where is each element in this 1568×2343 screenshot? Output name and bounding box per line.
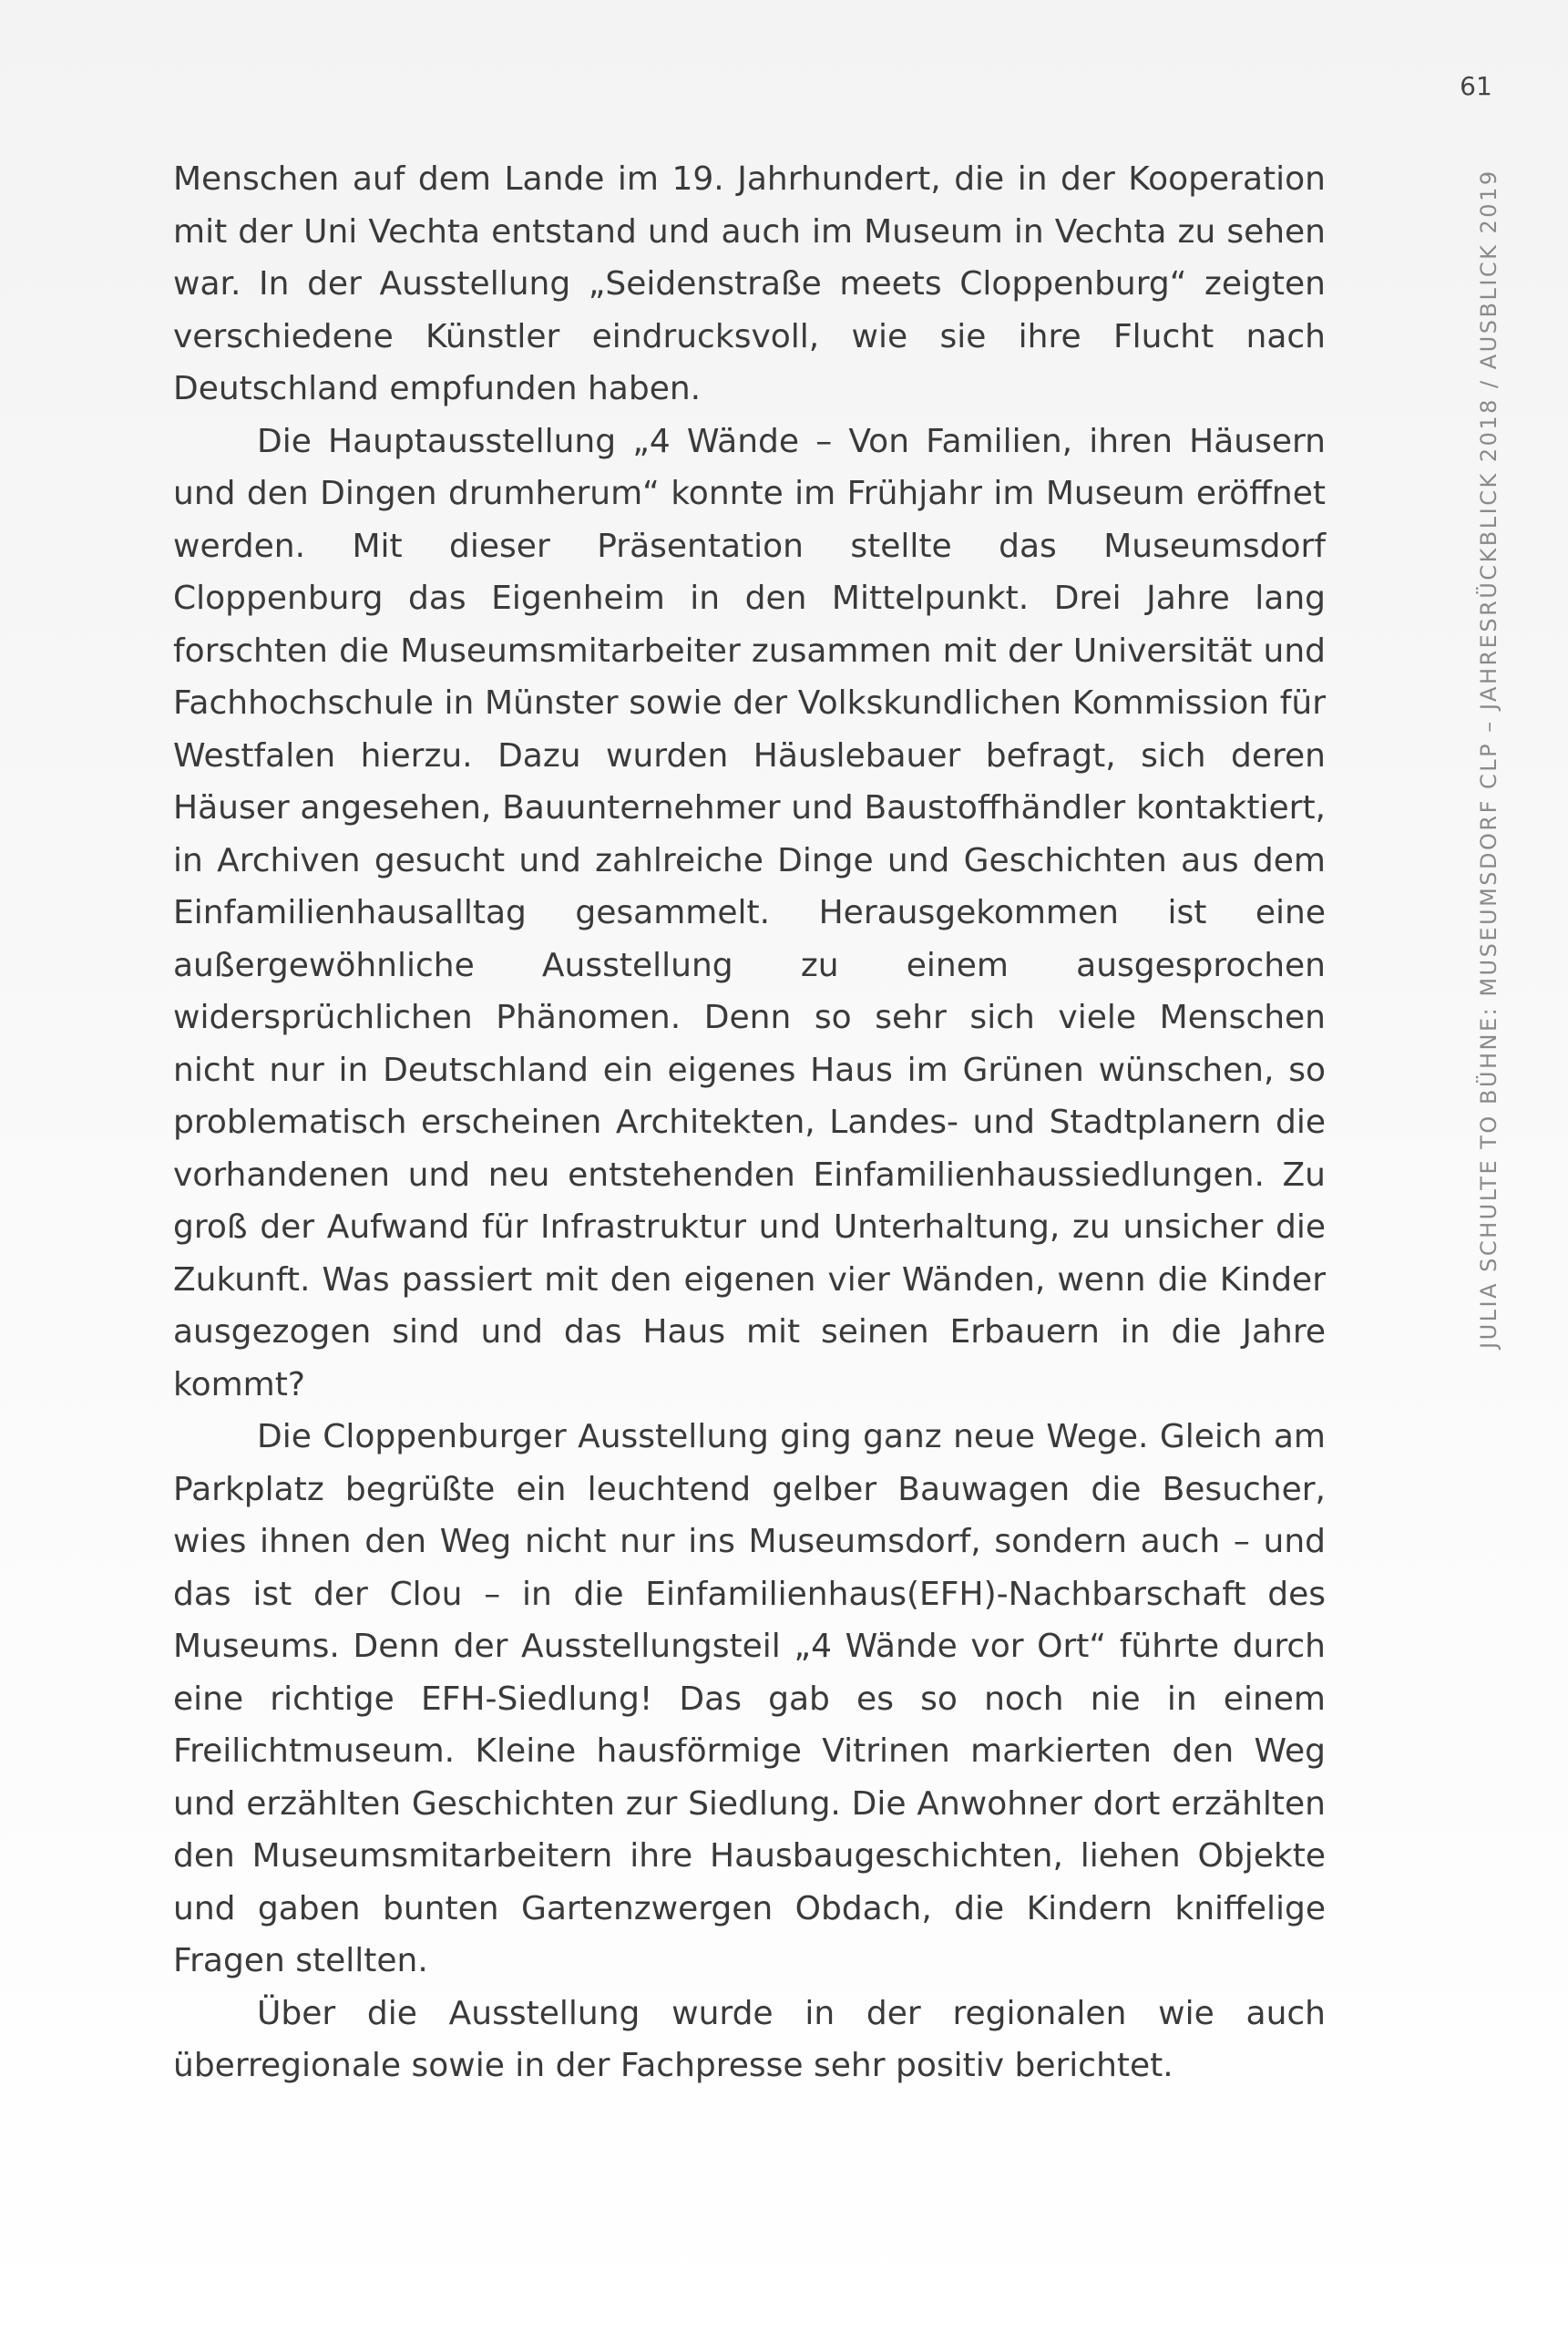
paragraph-3: Die Cloppenburger Ausstellung ging ganz neue Wege. Gleich am Parkplatz begrüßte ein leuchtend gelber Bauwagen die Besucher, wies ihnen den Weg nicht nur ins Museumsdorf, sondern auch – und das ist der Clou – in die Einfamilienhaus(EFH)-Nachbarschaft des Museums. Denn der Ausstellungsteil „4 Wände vor Ort“ führte durch eine richtige EFH-Siedlung! Das gab es so noch nie in einem Freilichtmuseum. Kleine hausförmige Vitrinen markierten den Weg und erzählten Geschichten zur Siedlung. Die Anwohner dort erzählten den Museumsmitarbeitern ihre Hausbaugeschichten, liehen Objekte und gaben bunten Gartenzwergen Obdach, die Kindern kniffelige Fragen stellten. xyxy=(173,1418,1326,1979)
paragraph-2: Die Hauptausstellung „4 Wände – Von Familien, ihren Häusern und den Dingen drumherum“ konnte im Frühjahr im Museum eröffnet werden. Mit dieser Präsentation stellte das Museumsdorf Cloppenburg das Eigenheim in den Mittelpunkt. Drei Jahre lang forschten die Museumsmitarbeiter zusammen mit der Universität und Fachhochschule in Münster sowie der Volkskundlichen Kommission für Westfalen hierzu. Dazu wurden Häuslebauer befragt, sich deren Häuser angesehen, Bauunternehmer und Baustoffhändler kontaktiert, in Archiven gesucht und zahlreiche Dinge und Geschichten aus dem Einfamilienhausalltag gesammelt. Herausgekommen ist eine außergewöhnliche Ausstellung zu einem ausgesprochen widersprüchlichen Phänomen. Denn so sehr sich viele Menschen nicht nur in Deutschland ein eigenes Haus im Grünen wünschen, so problematisch erscheinen Architekten, Landes- und Stadtplanern die vorhandenen und neu entstehenden Einfamilienhaussiedlungen. Zu groß der Aufwand für Infrastruktur und Unterhaltung, zu unsicher die Zukunft. Was passiert mit den eigenen vier Wänden, wenn die Kinder ausgezogen sind und das Haus mit seinen Erbauern in die Jahre kommt? xyxy=(173,422,1326,1403)
paragraph-4: Über die Ausstellung wurde in der regionalen wie auch überregionale sowie in der Fachpresse sehr positiv berichtet. xyxy=(173,1994,1326,2084)
paragraph-1: Menschen auf dem Lande im 19. Jahrhundert, die in der Kooperation mit der Uni Vechta entstand und auch im Museum in Vechta zu sehen war. In der Ausstellung „Seidenstraße meets Cloppenburg“ zeigten verschiedene Künstler eindrucksvoll, wie sie ihre Flucht nach Deutschland empfunden haben. xyxy=(173,160,1326,407)
body-text xyxy=(173,153,1326,2092)
page-number: 61 xyxy=(1460,71,1492,101)
running-head: JULIA SCHULTE TO BÜHNE: MUSEUMSDORF CLP – JAHRESRÜCKBLICK 2018 / AUSBLICK 2019 xyxy=(1476,169,1501,1349)
